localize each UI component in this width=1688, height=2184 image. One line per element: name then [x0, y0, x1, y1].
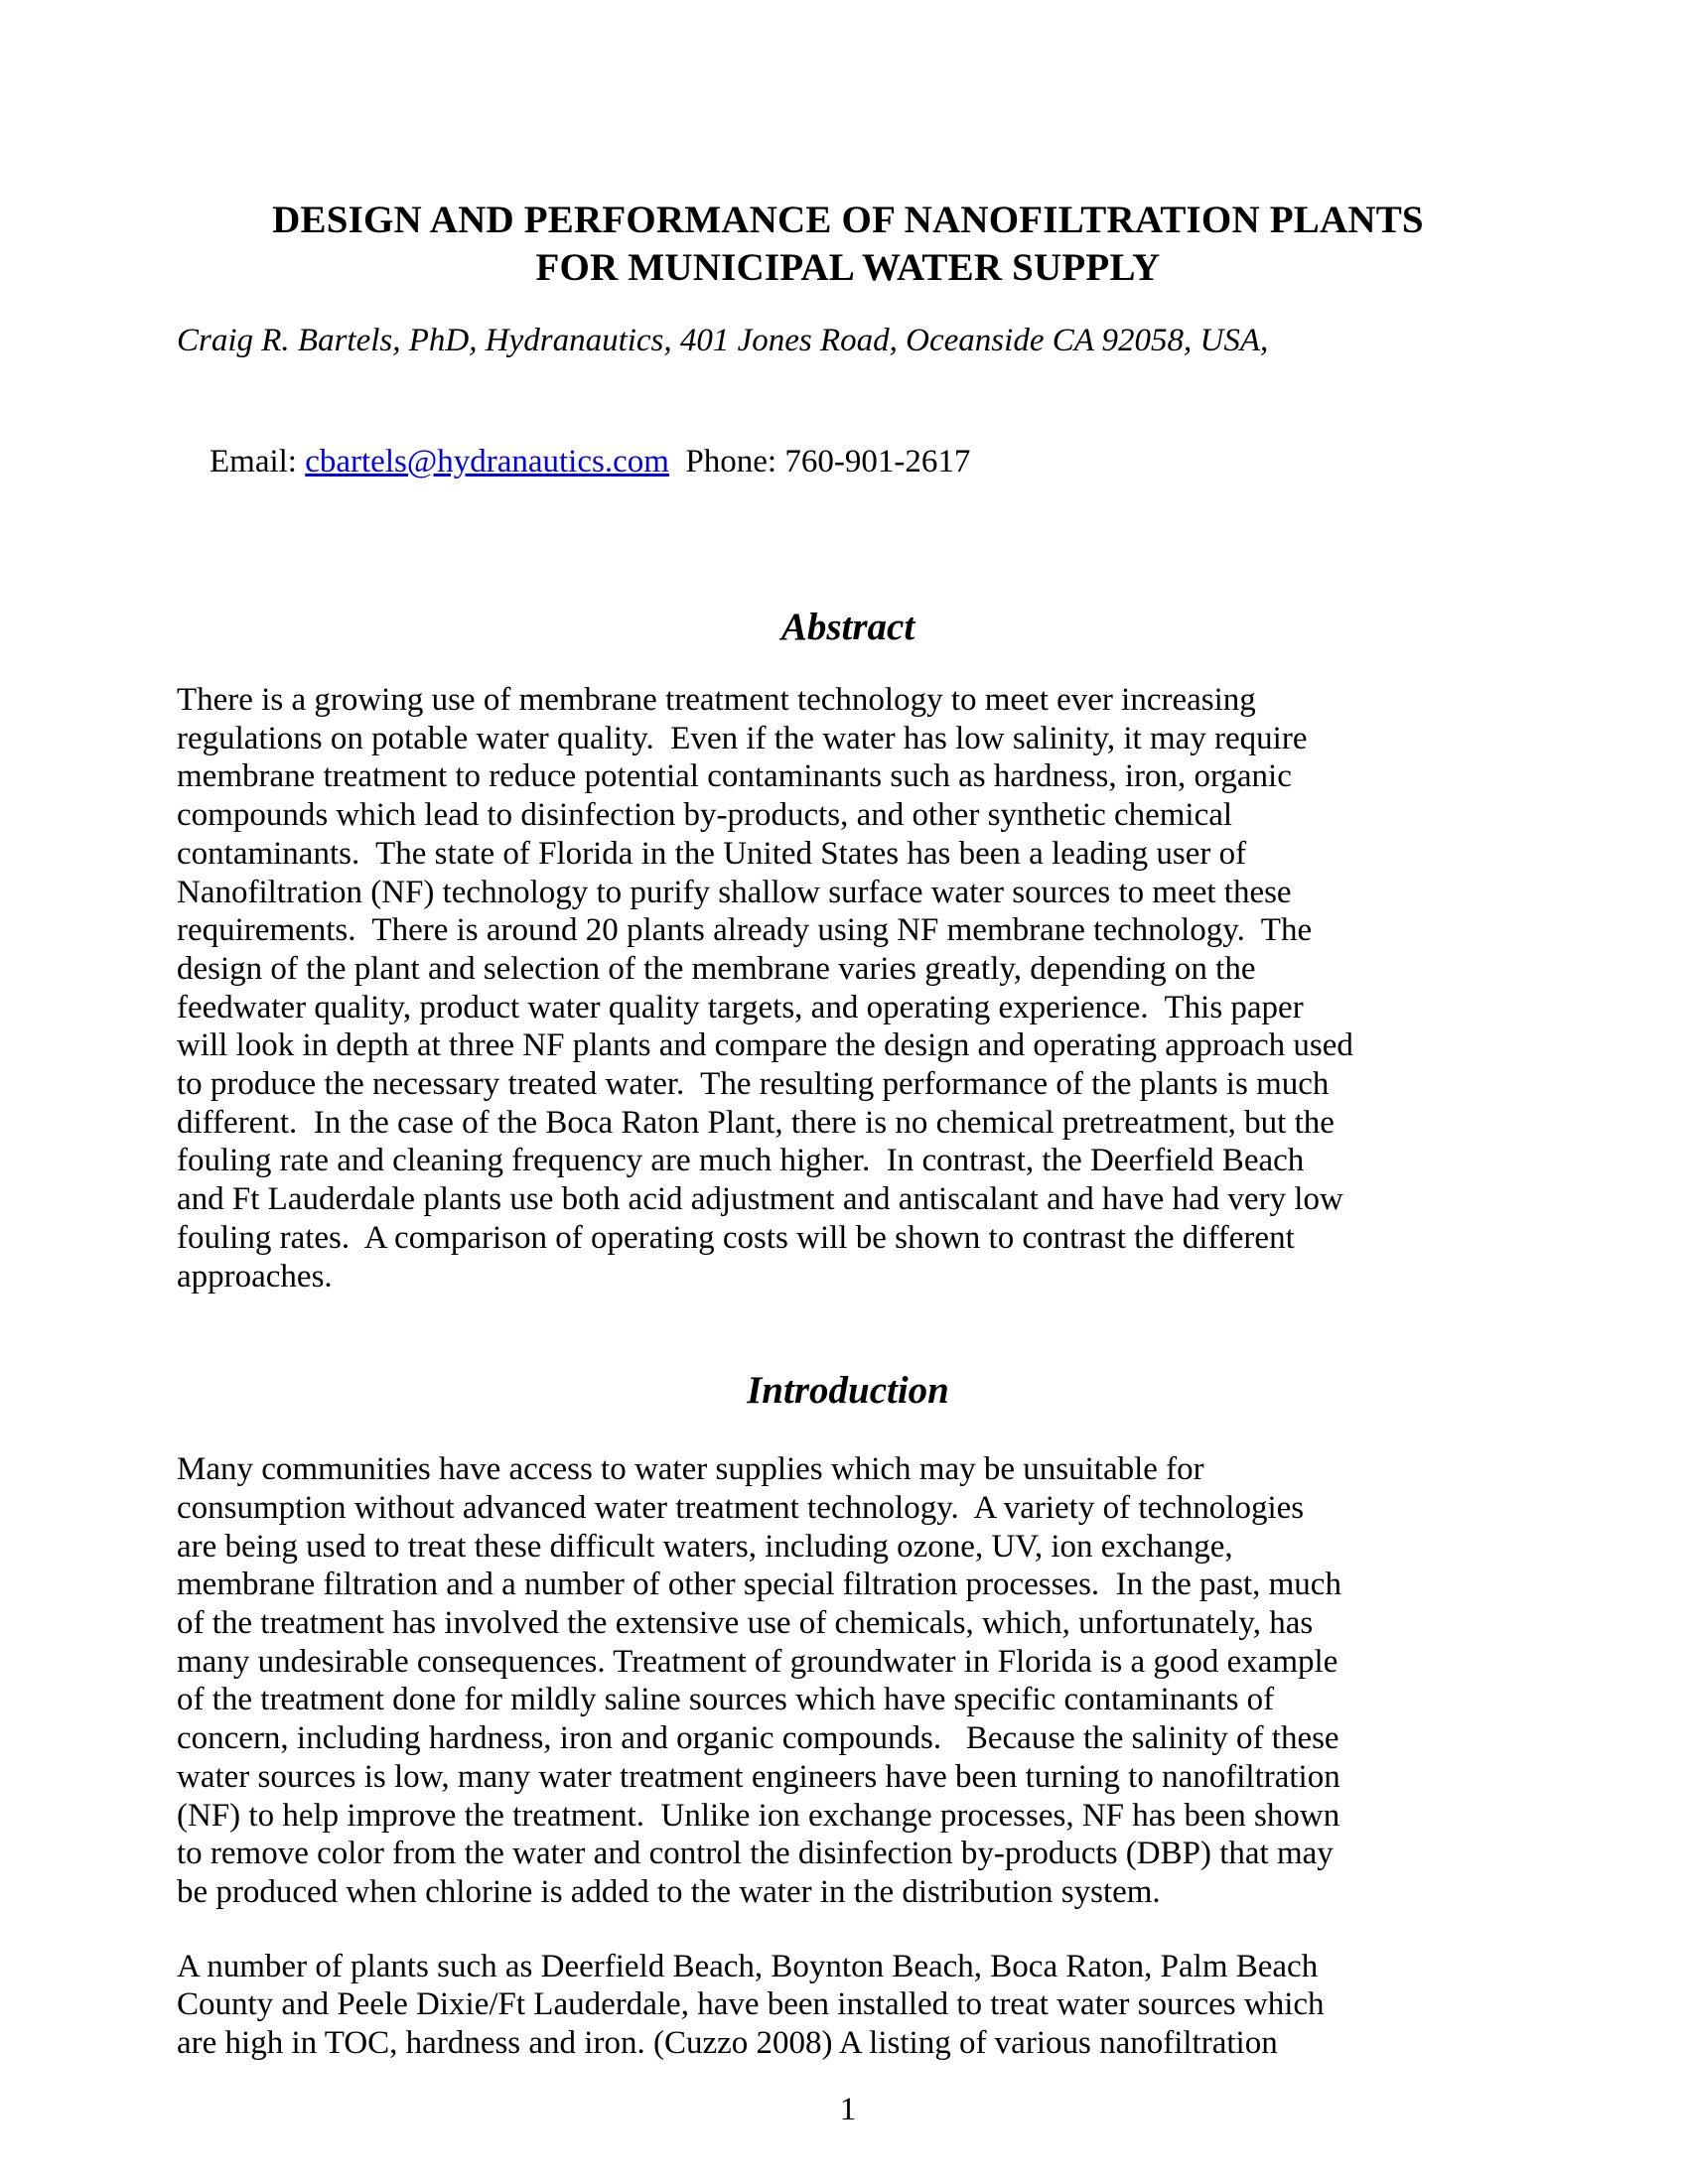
- email-link[interactable]: cbartels@hydranautics.com: [305, 444, 669, 479]
- introduction-heading: Introduction: [747, 1369, 949, 1413]
- page-number: 1: [839, 2091, 857, 2127]
- paper-title: [177, 197, 1519, 292]
- paper-title-line-2: FOR MUNICIPAL WATER SUPPLY: [535, 246, 1161, 289]
- abstract-heading: Abstract: [780, 606, 915, 648]
- introduction-paragraph-2: A number of plants such as Deerfield Beach, Boynton Beach, Boca Raton, Palm Beach County and Peele Dixie/Ft Lauderdale, have been installed to treat water sources which are high in TOC, hardness and iron. (Cuzzo 2008) A listing of various nanofiltration: [177, 1948, 1325, 2062]
- introduction-paragraph-1: Many communities have access to water supplies which may be unsuitable for consumption without advanced water treatment technology. A variety of technologies are being used to treat these difficult waters, including ozone, UV, ion exchange, membrane filtration and a number of other special filtration processes. In the past, much of the treatment has involved the extensive use of chemicals, which, unfortunately, has many undesirable consequences. Treatment of groundwater in Florida is a good example of the treatment done for mildly saline sources which have specific contaminants of concern, including hardness, iron and organic compounds. Because the salinity of these water sources is low, many water treatment engineers have been turning to nanofiltration (NF) to help improve the treatment. Unlike ion exchange processes, NF has been shown to remove color from the water and control the disinfection by-products (DBP) that may be produced when chlorine is added to the water in the distribution system.: [177, 1451, 1341, 1910]
- paper-title-line-1: DESIGN AND PERFORMANCE OF NANOFILTRATION PLANTS: [272, 199, 1424, 241]
- email-label: Email:: [210, 444, 306, 479]
- abstract-paragraph: There is a growing use of membrane treatment technology to meet ever increasing regulations on potable water quality. Even if the water has low salinity, it may require membrane treatment to reduce potential contaminants such as hardness, iron, organic compounds which lead to disinfection by-products, and other synthetic chemical contaminants. The state of Florida in the United States has been a leading user of Nanofiltration (NF) technology to purify shallow surface water sources to meet these requirements. There is around 20 plants already using NF membrane technology. The design of the plant and selection of the membrane varies greatly, depending on the feedwater quality, product water quality targets, and operating experience. This paper will look in depth at three NF plants and compare the design and operating approach used to produce the necessary treated water. The resulting performance of the plants is much different. In the case of the Boca Raton Plant, there is no chemical pretreatment, but the fouling rate and cleaning frequency are much higher. In contrast, the Deerfield Beach and Ft Lauderdale plants use both acid adjustment and antiscalant and have had very low fouling rates. A comparison of operating costs will be shown to contrast the different approaches.: [177, 682, 1353, 1295]
- phone-text: Phone: 760-901-2617: [668, 444, 971, 479]
- contact-line: [177, 404, 1519, 520]
- author-line: Craig R. Bartels, PhD, Hydranautics, 401 Jones Road, Oceanside CA 92058, USA,: [177, 323, 1269, 358]
